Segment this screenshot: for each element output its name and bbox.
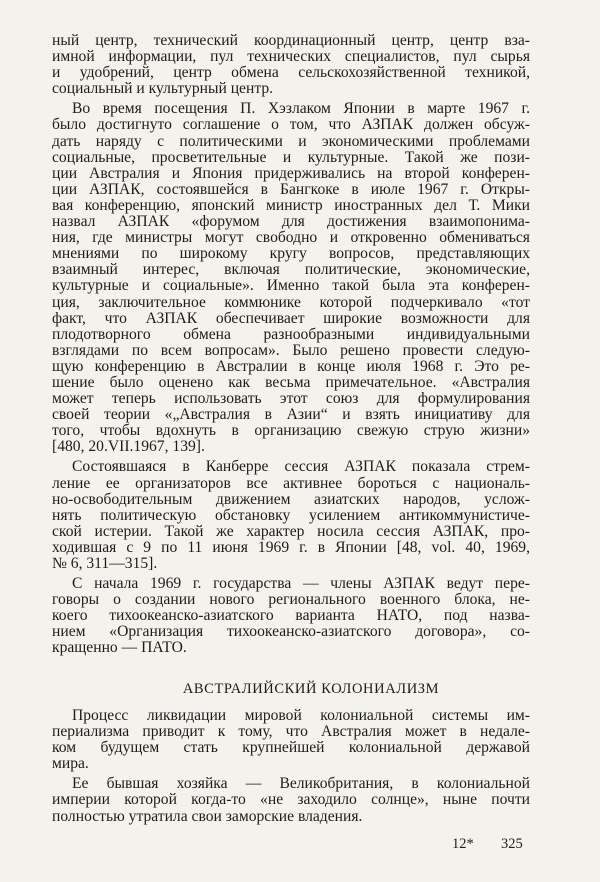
- text-line: Ее бывшая хозяйка — Великобритания, в колониальной: [72, 776, 530, 793]
- text-line: ление ее организаторов все активнее бороться с националь-: [52, 475, 530, 492]
- text-line: периализма приводит к тому, что Австралия может в недале-: [52, 724, 530, 741]
- text-line: Во время посещения П. Хэзлаком Японии в марте 1967 г.: [72, 101, 530, 118]
- text-line: ции АЗПАК, состоявшейся в Бангкоке в июле 1967 г. Откры-: [52, 181, 530, 198]
- text-line: того, чтобы вдохнуть в организацию свежую струю жизни»: [52, 423, 530, 440]
- text-line: [480, 20.VII.1967, 139].: [52, 439, 205, 456]
- text-line: нять политическую обстановку усилением антикоммунистиче-: [52, 507, 530, 524]
- text-line: Состоявшаяся в Канберре сессия АЗПАК показала стрем-: [72, 459, 530, 476]
- text-line: щую конференцию в Австралии в конце июля 1968 г. Это ре-: [52, 358, 530, 375]
- text-line: своей теории «„Австралия в Азии“ и взять инициативу для: [52, 407, 530, 424]
- text-line: взаимный интерес, включая политические, экономические,: [52, 262, 530, 279]
- section-heading: АВСТРАЛИЙСКИЙ КОЛОНИАЛИЗМ: [182, 681, 440, 697]
- text-line: кращенно — ПАТО.: [52, 640, 187, 657]
- text-line: С начала 1969 г. государства — члены АЗПАК ведут пере-: [72, 576, 530, 593]
- text-line: мнениями по широкому кругу вопросов, представляющих: [52, 246, 530, 263]
- text-line: дать наряду с политическими и экономическими проблемами: [52, 133, 530, 150]
- body-text-lower: [52, 708, 530, 825]
- text-line: шение было оценено как весьма примечательное. «Австралия: [52, 374, 530, 391]
- text-line: мира.: [52, 756, 89, 773]
- text-line: империи которой когда-то «не заходило солнце», ныне почти: [52, 792, 530, 809]
- printer-signature-mark: 12*: [452, 836, 474, 852]
- text-line: ния, где министры могут свободно и откровенно обмениваться: [52, 230, 530, 247]
- text-line: взглядами по всем вопросам». Было решено провести следую-: [52, 342, 530, 359]
- text-line: культурные и социальные». Именно такой была эта конферен-: [52, 278, 530, 295]
- text-line: но-освободительным движением азиатских народов, услож-: [52, 491, 530, 508]
- text-line: Процесс ликвидации мировой колониальной системы им-: [72, 708, 530, 724]
- text-line: ходившая с 9 по 11 июня 1969 г. в Японии [48, vol. 40, 1969,: [52, 539, 530, 556]
- text-line: № 6, 311—315].: [52, 556, 158, 572]
- text-line: социальный и культурный центр.: [52, 81, 274, 98]
- text-line: ком будущем стать крупнейшей колониальной державой: [52, 740, 530, 757]
- text-line: было достигнуто соглашение о том, что АЗПАК должен обсуж-: [52, 117, 530, 134]
- body-text-upper: [52, 33, 530, 657]
- text-line: может теперь использовать этот союз для формулирования: [52, 391, 530, 408]
- text-line: говоры о создании нового регионального военного блока, не-: [52, 592, 530, 609]
- text-line: полностью утратила свои заморские владения.: [52, 808, 363, 825]
- text-line: вая конференцию, японский министр иностранных дел Т. Мики: [52, 197, 530, 214]
- text-line: ской истерии. Такой же характер носила сессия АЗПАК, про-: [52, 523, 530, 540]
- text-line: назвал АЗПАК «форумом для достижения взаимопонима-: [52, 214, 530, 231]
- text-line: ция, заключительное коммюнике которой подчеркивало «тот: [52, 294, 530, 311]
- text-line: коего тихоокеанско-азиатского варианта НАТО, под назва-: [52, 608, 530, 625]
- text-line: имной информации, пул технических специалистов, пул сырья: [52, 49, 530, 66]
- text-line: и удобрений, центр обмена сельскохозяйственной техникой,: [52, 65, 530, 82]
- text-line: нием «Организация тихоокеанско-азиатского договора», со-: [52, 624, 530, 641]
- text-line: факт, что АЗПАК обеспечивает широкие возможности для: [52, 310, 530, 327]
- text-line: плодотворного обмена разнообразными индивидуальными: [52, 326, 530, 343]
- text-line: ции Австралия и Япония придерживались на второй конферен-: [52, 165, 530, 182]
- page-number: 325: [501, 836, 523, 852]
- text-line: ный центр, технический координационный центр, центр вза-: [52, 33, 530, 49]
- text-line: социальные, просветительные и культурные. Такой же пози-: [52, 149, 530, 166]
